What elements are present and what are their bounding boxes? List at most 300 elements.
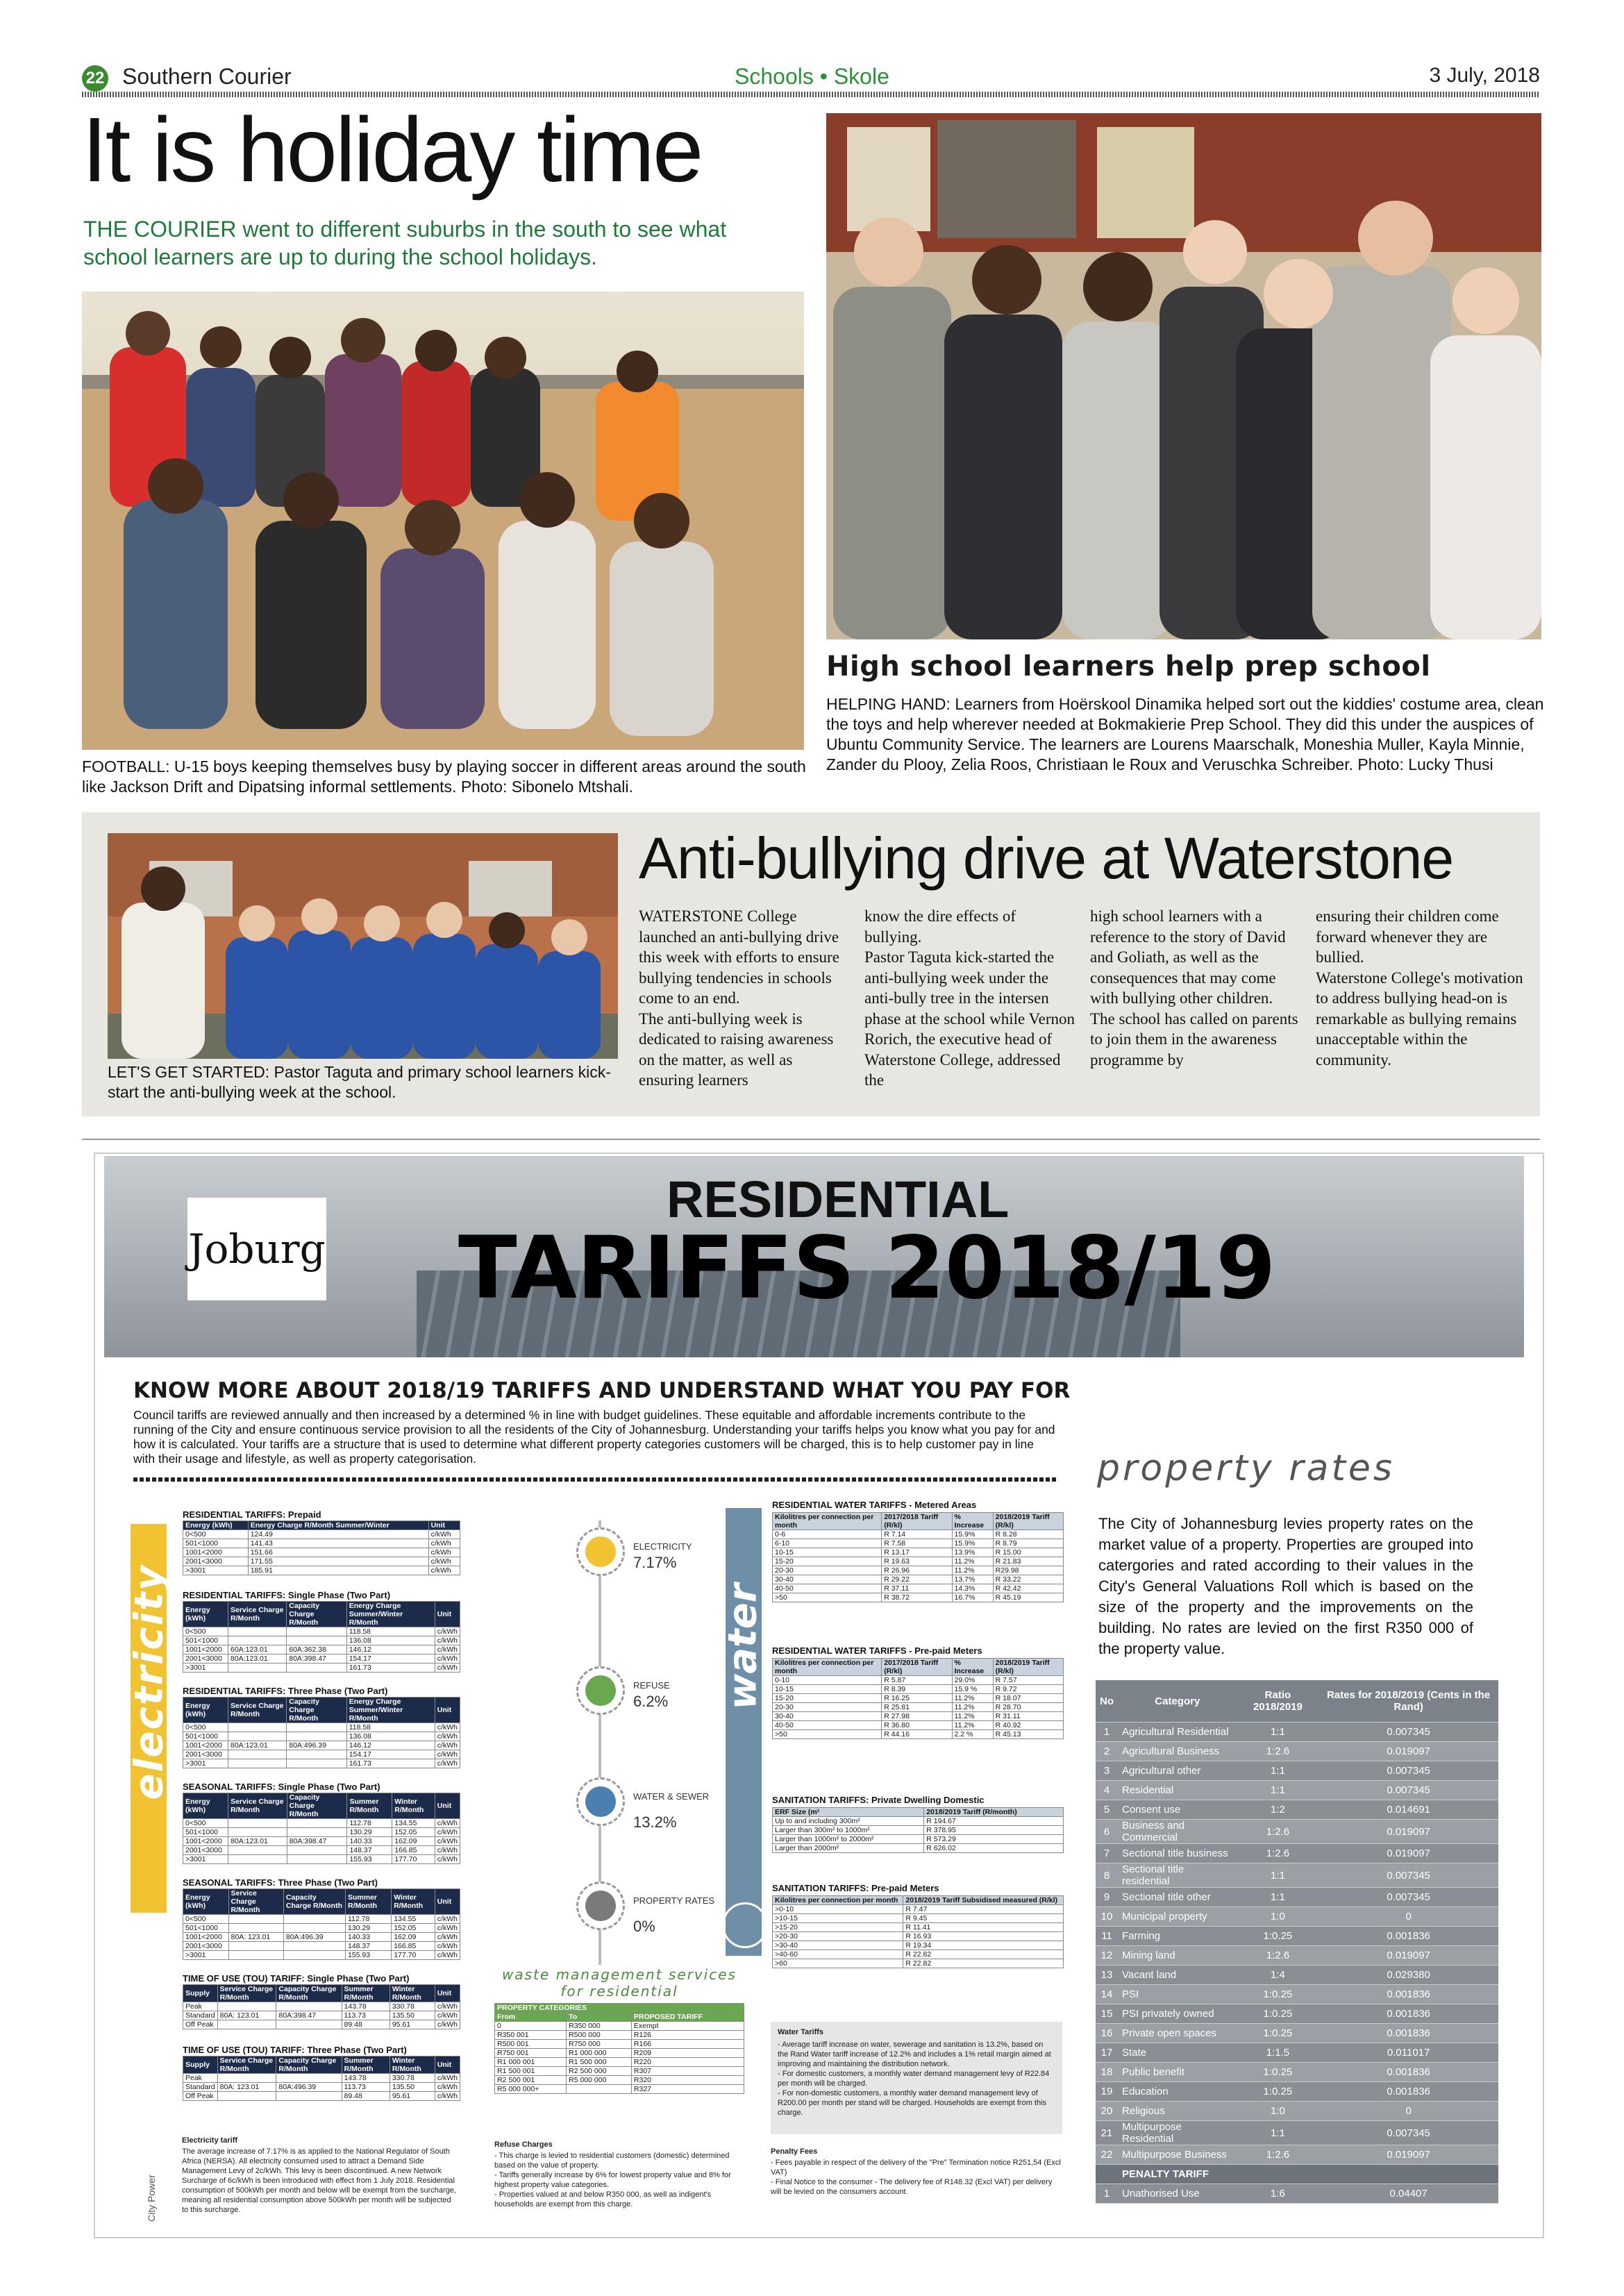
table-cell: 80A: 123.01 [217, 2011, 276, 2020]
table-cell: Up to and including 300m² [773, 1817, 924, 1826]
table-cell: 162.09 [392, 1837, 435, 1846]
table-cell: R 11.41 [903, 1923, 1064, 1932]
refuse-icon [576, 1666, 625, 1715]
table-cell: >3001 [183, 1759, 228, 1768]
lightbulb-icon [576, 1527, 625, 1576]
table-header-cell: Energy (kWh) [183, 1602, 228, 1627]
table-cell: 60A:123.01 [228, 1645, 287, 1654]
table-cell: 166.85 [392, 1942, 435, 1951]
table-cell: 0.001836 [1319, 1985, 1498, 2004]
water-logo [722, 1902, 768, 1948]
property-rates-body: The City of Johannesburg levies property rates on the market value of a property. Properties are grouped into catergories and rated according to their values in the City's General Valuations Roll which is based on the size of the property and the improvements on the building. No rates are levied on the first R350 000 of the property value. [1098, 1515, 1473, 1657]
table-cell: R350 000 [567, 2022, 632, 2031]
prep-school-heading: High school learners help prep school [826, 651, 1431, 682]
table-cell: 146.12 [346, 1645, 435, 1654]
table-cell: 0-10 [773, 1676, 882, 1685]
electricity-table-title: SEASONAL TARIFFS: Three Phase (Two Part) [183, 1877, 378, 1888]
table-header-cell: Capacity Charge R/Month [287, 1602, 346, 1627]
table-cell: 15-20 [773, 1694, 882, 1703]
table-row [773, 1530, 1064, 1539]
table-cell: 1:2.6 [1237, 1844, 1319, 1863]
table-cell: 118.58 [346, 1723, 435, 1732]
table-cell: 3 [1096, 1761, 1118, 1781]
table-cell [287, 1664, 346, 1673]
table-cell: 501<1000 [183, 1636, 228, 1645]
table-header-cell: Ratio 2018/2019 [1237, 1680, 1319, 1723]
table-row [773, 1566, 1064, 1575]
table-cell: 0 [1319, 2102, 1498, 2121]
table-header-cell: To [567, 2013, 632, 2022]
table-cell: 134.55 [392, 1819, 435, 1828]
table-cell: 1:4 [1237, 1966, 1319, 1985]
table-header-cell: Capacity Charge R/Month [287, 1793, 347, 1819]
table-cell: >3001 [183, 1855, 228, 1864]
table-cell: 1:1 [1237, 1888, 1319, 1907]
table-cell: 11.2% [952, 1712, 993, 1721]
table-cell: State [1118, 2043, 1237, 2063]
electricity-note: The average increase of 7.17% is as applied to the National Regulator of South Africa (NERSA). All electricity consumed used to attract a Demand Side Management Levy of 2c/kWh. This levy is been discontinued. A new Network Surcharge of 6c/kWh is been introduced with effect from 1 July 2018. Residential consumption of 500kWh per month and below will be exempt from the surcharge, meaning all residential consumption above 500kWh per month will be subjected to this surcharge. [182, 2147, 456, 2214]
table-cell: 89.48 [342, 2020, 390, 2029]
table-row [773, 1932, 1064, 1941]
table-cell: 14.3% [952, 1584, 993, 1593]
table-cell: 161.73 [346, 1759, 435, 1768]
water-prepaid-title: RESIDENTIAL WATER TARIFFS - Pre-paid Meters [772, 1645, 982, 1656]
table-cell: 1:1 [1237, 1723, 1319, 1742]
table-cell: R 13.17 [882, 1548, 952, 1557]
table-cell [228, 1915, 283, 1924]
table-header-row [183, 1602, 460, 1627]
table-cell [276, 2092, 342, 2101]
table-cell: PSI [1118, 1985, 1237, 2004]
table-cell: 112.78 [347, 1819, 392, 1828]
table-header-row [183, 1793, 460, 1819]
table-row [1096, 1761, 1498, 1781]
table-header-cell: 2018/2019 Tariff (R/month) [924, 1808, 1064, 1817]
table-header-row [773, 1659, 1064, 1676]
table-row [495, 2085, 744, 2094]
table-cell: 2001<3000 [183, 1750, 228, 1759]
table-cell: R 37.11 [882, 1584, 952, 1593]
table-cell: 14 [1096, 1985, 1118, 2004]
table-cell: R 8.28 [993, 1530, 1063, 1539]
antibullying-photo-art [108, 833, 618, 1059]
table-header-row [183, 2056, 460, 2074]
tariff-icon-label: REFUSE [633, 1680, 670, 1691]
table-row [1096, 2004, 1498, 2024]
table-row [183, 1828, 460, 1837]
table-cell: 6-10 [773, 1539, 882, 1548]
table-cell [228, 1723, 287, 1732]
table-header-cell: Service Charge R/Month [228, 1793, 287, 1819]
table-cell [228, 1627, 287, 1636]
table-cell: >40-60 [773, 1950, 903, 1959]
table-row [183, 1915, 460, 1924]
table-cell: 1:0 [1237, 1907, 1319, 1927]
table-row [1096, 2145, 1498, 2165]
table-cell: 5 [1096, 1800, 1118, 1820]
table-cell: 80A:496.39 [283, 1933, 345, 1942]
table-cell: 1001<2000 [183, 1645, 228, 1654]
antibullying-photo-caption: LET'S GET STARTED: Pastor Taguta and primary school learners kick-start the anti-bullying week at the school. [108, 1063, 611, 1101]
antibullying-column-3: high school learners with a reference to the story of David and Goliath, as well as the consequences that may come with bullying other children. The school has called on parents to join them in the awareness programme by [1090, 907, 1298, 1069]
table-cell: >50 [773, 1730, 882, 1739]
table-cell: 0.001836 [1319, 1927, 1498, 1946]
table-cell: 1 [1096, 2184, 1118, 2204]
table-cell [228, 1636, 287, 1645]
table-cell [228, 1750, 287, 1759]
table-cell: 15-20 [773, 1557, 882, 1566]
table-row [773, 1817, 1064, 1826]
table-row [183, 1627, 460, 1636]
table-cell: 0<500 [183, 1530, 249, 1539]
table-cell: 140.33 [347, 1837, 392, 1846]
table-cell: 16 [1096, 2024, 1118, 2043]
table-cell: 95.61 [390, 2092, 435, 2101]
table-cell: 4 [1096, 1781, 1118, 1800]
table-cell: c/kWh [428, 1566, 460, 1575]
table-cell: 118.58 [346, 1627, 435, 1636]
table-row [183, 1539, 460, 1548]
table-cell: 80A:398.47 [287, 1837, 347, 1846]
tariff-icon-percent: 13.2% [633, 1813, 677, 1831]
tap-icon-fill [585, 1786, 616, 1817]
table-row [773, 1721, 1064, 1730]
table-cell [228, 1759, 287, 1768]
table-row [183, 1837, 460, 1846]
table-cell: R 19.34 [903, 1941, 1064, 1950]
table-cell: 80A:123.01 [228, 1741, 287, 1750]
table-cell [287, 1627, 346, 1636]
water-notes: - Average tariff increase on water, sewerage and sanitation is 13.2%, based on the Rand Water tariff increase of 12.2% and includes a 1% retail margin aimed at improving and maintaining the distribution network. - For domestic customers, a monthly water demand management levy of R22.84 per month will be charged. - For non-domestic customers, a monthly water demand management levy of R200.00 per month per stand will be charged. Households are exempt from this charge. [778, 2041, 1051, 2117]
table-cell [276, 2020, 342, 2029]
table-header-cell: Service Charge R/Month [217, 2056, 276, 2074]
table-cell: 1:2.6 [1237, 1946, 1319, 1966]
table-cell: R 27.98 [882, 1712, 952, 1721]
table-cell: c/kWh [435, 2074, 460, 2083]
table-cell: c/kWh [435, 1933, 460, 1942]
table-row [773, 1950, 1064, 1959]
table-header-cell: Kilolitres per connection per month [773, 1896, 903, 1905]
table-row [1096, 2121, 1498, 2145]
table-row [183, 1819, 460, 1828]
table-cell: R 7.14 [882, 1530, 952, 1539]
paper-name: Southern Courier [122, 64, 292, 89]
table-cell [283, 1951, 345, 1960]
table-cell: R 22.82 [903, 1959, 1064, 1968]
waste-table [494, 2003, 744, 2094]
table-cell: 185.91 [248, 1566, 428, 1575]
table-cell: 13.7% [952, 1575, 993, 1584]
table-cell: 136.08 [346, 1732, 435, 1741]
table-row [773, 1712, 1064, 1721]
table-cell: Sectional title residential [1118, 1863, 1237, 1888]
table-row [183, 1664, 460, 1673]
table-cell: 1 [1096, 1723, 1118, 1742]
table-row [1096, 1863, 1498, 1888]
table-cell: c/kWh [435, 2011, 460, 2020]
table-cell: 501<1000 [183, 1924, 229, 1933]
section-name: Schools • Skole [735, 64, 889, 89]
penalty-title: Penalty Fees [771, 2147, 818, 2156]
table-cell: >10-15 [773, 1914, 903, 1923]
table-header-cell: Capacity Charge R/Month [276, 2056, 342, 2074]
table-header-cell: PROPOSED TARIFF [631, 2013, 744, 2022]
table-cell: 0<500 [183, 1723, 228, 1732]
table-cell: 154.17 [346, 1750, 435, 1759]
table-cell: 80A:398.47 [287, 1654, 346, 1664]
table-cell: c/kWh [435, 1819, 460, 1828]
table-cell: >0-10 [773, 1905, 903, 1914]
table-header-cell: Service Charge R/Month [217, 1985, 276, 2002]
table-cell: R 15.00 [993, 1548, 1063, 1557]
table-cell: c/kWh [428, 1557, 460, 1566]
table-cell: R 7.57 [993, 1676, 1063, 1685]
table-header-cell: Energy (kWh) [183, 1521, 249, 1530]
table-cell: 0 [1319, 1907, 1498, 1927]
table-header-cell: Winter R/Month [390, 2056, 435, 2074]
table-header-cell: 2017/2018 Tariff (R/kl) [882, 1513, 952, 1530]
table-cell: 15.9% [952, 1530, 993, 1539]
city-power-text: City Power [146, 2175, 157, 2222]
table-cell: 1:2 [1237, 1800, 1319, 1820]
table-cell: 0.007345 [1319, 1781, 1498, 1800]
electricity-label: electricity [126, 1564, 172, 1800]
table-cell: 155.93 [347, 1855, 392, 1864]
table-cell: 80A:123.01 [228, 1654, 287, 1664]
table-cell: R 8.79 [993, 1539, 1063, 1548]
table-cell: R 21.83 [993, 1557, 1063, 1566]
table-header-cell: Capacity Charge R/Month [283, 1889, 345, 1915]
table-cell: c/kWh [435, 1951, 460, 1960]
table-cell [287, 1759, 346, 1768]
table-cell: Unathorised Use [1118, 2184, 1237, 2204]
table-cell: 16.7% [952, 1593, 993, 1602]
table-cell: 143.78 [342, 2002, 390, 2011]
house-icon [576, 1882, 625, 1930]
table-cell: R 40.92 [993, 1721, 1063, 1730]
table-cell: Exempt [631, 2022, 744, 2031]
table-cell: 18 [1096, 2063, 1118, 2082]
table-cell: >15-20 [773, 1923, 903, 1932]
table-row [773, 1923, 1064, 1932]
table-cell: Municipal property [1118, 1907, 1237, 1927]
table-cell: 40-50 [773, 1721, 882, 1730]
electricity-table [183, 2056, 460, 2101]
table-cell: 141.43 [248, 1539, 428, 1548]
table-cell: c/kWh [435, 1750, 460, 1759]
table-cell [276, 2074, 342, 2083]
table-row [773, 1694, 1064, 1703]
table-header-cell: Unit [435, 1602, 460, 1627]
table-header-cell: Category [1118, 1680, 1237, 1723]
table-row [1096, 1742, 1498, 1761]
table-cell: R 36.80 [882, 1721, 952, 1730]
electricity-table-title: RESIDENTIAL TARIFFS: Three Phase (Two Part) [183, 1686, 388, 1696]
table-cell [567, 2085, 632, 2094]
sanitation-table [772, 1807, 1064, 1853]
table-cell [228, 1828, 287, 1837]
table-cell: R2 500 001 [495, 2076, 567, 2085]
table-cell: 80A: 123.01 [217, 2083, 276, 2092]
table-cell: R 378.95 [924, 1826, 1064, 1835]
penalty-header-row [1096, 2165, 1498, 2184]
table-header-cell: Service Charge R/Month [228, 1698, 287, 1723]
table-cell: 1:0.25 [1237, 1985, 1319, 2004]
table-cell: 29.0% [952, 1676, 993, 1685]
property-rates-title: property rates [1097, 1448, 1395, 1489]
table-cell: 148.37 [347, 1846, 392, 1855]
table-cell: 1:1.5 [1237, 2043, 1319, 2063]
table-header-cell: Energy Charge Summer/Winter R/Month [346, 1698, 435, 1723]
table-cell: 0 [495, 2022, 567, 2031]
table-cell: 0-6 [773, 1530, 882, 1539]
table-cell: Peak [183, 2002, 218, 2011]
know-more-heading: KNOW MORE ABOUT 2018/19 TARIFFS AND UNDERSTAND WHAT YOU PAY FOR [133, 1378, 1071, 1403]
table-cell: 0.007345 [1319, 2121, 1498, 2145]
table-row [1096, 2043, 1498, 2063]
table-cell: 166.85 [392, 1846, 435, 1855]
table-header-cell: Unit [435, 1698, 460, 1723]
table-cell [287, 1732, 346, 1741]
table-cell: 89.48 [342, 2092, 390, 2101]
water-prepaid-table [772, 1658, 1064, 1739]
table-cell: Larger than 1000m² to 2000m² [773, 1835, 924, 1844]
table-row [773, 1584, 1064, 1593]
table-header-row [183, 1698, 460, 1723]
tap-icon [576, 1777, 625, 1826]
table-row [183, 1654, 460, 1664]
table-cell: c/kWh [435, 1723, 460, 1732]
table-header-cell: Supply [183, 1985, 218, 2002]
table-cell: 0.001836 [1319, 2082, 1498, 2102]
electricity-table-title: TIME OF USE (TOU) TARIFF: Single Phase (Two Part) [183, 1973, 410, 1984]
joburg-logo-text: Joburg [188, 1225, 326, 1273]
table-header-row [773, 1513, 1064, 1530]
table-cell [228, 1664, 287, 1673]
table-cell: 15 [1096, 2004, 1118, 2024]
table-cell: 21 [1096, 2121, 1118, 2145]
table-cell: 1:2.6 [1237, 1742, 1319, 1761]
tariff-icon-percent: 7.17% [633, 1554, 677, 1571]
table-row [183, 1951, 460, 1960]
tariff-icon-label: ELECTRICITY [633, 1541, 692, 1552]
table-cell: 130.29 [347, 1828, 392, 1837]
table-header-cell: Summer R/Month [347, 1793, 392, 1819]
table-cell [287, 1828, 347, 1837]
table-cell: 80A:398.47 [276, 2011, 342, 2020]
table-row [773, 1730, 1064, 1739]
electricity-table [183, 1601, 460, 1673]
table-cell: R 31.11 [993, 1712, 1063, 1721]
table-row [183, 1723, 460, 1732]
table-cell [228, 1924, 283, 1933]
table-row [773, 1959, 1064, 1968]
table-cell: R 7.47 [903, 1905, 1064, 1914]
table-cell: 1:0.25 [1237, 2024, 1319, 2043]
table-cell: 501<1000 [183, 1828, 228, 1837]
table-row [1096, 1844, 1498, 1863]
antibullying-column-2: know the dire effects of bullying. Pastor Taguta kick-started the anti-bullying week under the anti-bully tree in the intersen phase at the school while Vernon Rorich, the executive head of Waterstone College, addressed the [864, 907, 1075, 1089]
table-cell: R 573.29 [924, 1835, 1064, 1844]
table-cell: 8 [1096, 1863, 1118, 1888]
table-row [495, 2022, 744, 2031]
table-row [183, 2074, 460, 2083]
table-cell: 10-15 [773, 1548, 882, 1557]
water-band [726, 1508, 762, 1956]
table-header-row [495, 2013, 744, 2022]
table-header-cell: Summer R/Month [342, 1985, 390, 2002]
table-cell: Larger than 2000m² [773, 1844, 924, 1853]
table-cell: 0.007345 [1319, 1723, 1498, 1742]
table-cell: Public benefit [1118, 2063, 1237, 2082]
antibullying-photo [108, 833, 618, 1059]
water-label: water [720, 1583, 766, 1710]
table-cell: R 42.42 [993, 1584, 1063, 1593]
table-header-cell: Summer R/Month [342, 2056, 390, 2074]
table-cell: R1 500 000 [567, 2058, 632, 2067]
table-cell [276, 2002, 342, 2011]
table-cell: R166 [631, 2040, 744, 2049]
table-cell: 0.019097 [1319, 1946, 1498, 1966]
table-row [1096, 1888, 1498, 1907]
table-cell: c/kWh [435, 2083, 460, 2092]
table-cell: 2001<3000 [183, 1654, 228, 1664]
table-cell: 330.78 [390, 2074, 435, 2083]
table-row [773, 1941, 1064, 1950]
table-cell [287, 1636, 346, 1645]
table-row [1096, 2024, 1498, 2043]
table-cell: c/kWh [435, 1664, 460, 1673]
prepaid-table [183, 1520, 460, 1575]
table-row [1096, 1781, 1498, 1800]
table-cell: 136.08 [346, 1636, 435, 1645]
table-row [183, 2092, 460, 2101]
electricity-table [183, 1888, 460, 1960]
prep-school-caption: HELPING HAND: Learners from Hoërskool Dinamika helped sort out the kiddies' costume area, clean the toys and help wherever needed at Bokmakierie Prep School. They did this under the auspices of Ubuntu Community Service. The learners are Lourens Maarschalk, Moneshia Muller, Kayla Minnie, Zander du Plooy, Zelia Roos, Christiaan le Roux and Veruschka Schreiber. Photo: Lucky Thusi [826, 695, 1544, 773]
table-header-cell: Energy (kWh) [183, 1698, 228, 1723]
table-header-cell: Service Charge R/Month [228, 1602, 287, 1627]
table-row [183, 2011, 460, 2020]
table-cell: 95.61 [390, 2020, 435, 2029]
table-header-cell: Capacity Charge R/Month [287, 1698, 346, 1723]
table-cell: 1001<2000 [183, 1933, 229, 1942]
divider [82, 1139, 1540, 1140]
table-cell: 80A:496.39 [276, 2083, 342, 2092]
table-cell [287, 1750, 346, 1759]
table-row [183, 2083, 460, 2092]
table-cell: 9 [1096, 1888, 1118, 1907]
table-cell: R500 001 [495, 2040, 567, 2049]
table-cell: 154.17 [346, 1654, 435, 1664]
table-header-row [773, 1808, 1064, 1817]
table-cell: >3001 [183, 1664, 228, 1673]
table-cell: 13.9% [952, 1548, 993, 1557]
table-cell: 0.019097 [1319, 1820, 1498, 1844]
table-cell: >3001 [183, 1951, 229, 1960]
table-cell: 1:0.25 [1237, 2063, 1319, 2082]
table-cell: 1:0.25 [1237, 2082, 1319, 2102]
table-cell: 0<500 [183, 1915, 229, 1924]
table-cell: Off Peak [183, 2020, 218, 2029]
antibullying-title: Anti-bullying drive at Waterstone [639, 826, 1454, 891]
table-row [773, 1557, 1064, 1566]
table-row [183, 1942, 460, 1951]
table-cell: c/kWh [435, 1846, 460, 1855]
table-header-cell: % Increase [952, 1513, 993, 1530]
table-cell: 20 [1096, 2102, 1118, 2121]
table-cell: 40-50 [773, 1584, 882, 1593]
table-cell: c/kWh [435, 1654, 460, 1664]
